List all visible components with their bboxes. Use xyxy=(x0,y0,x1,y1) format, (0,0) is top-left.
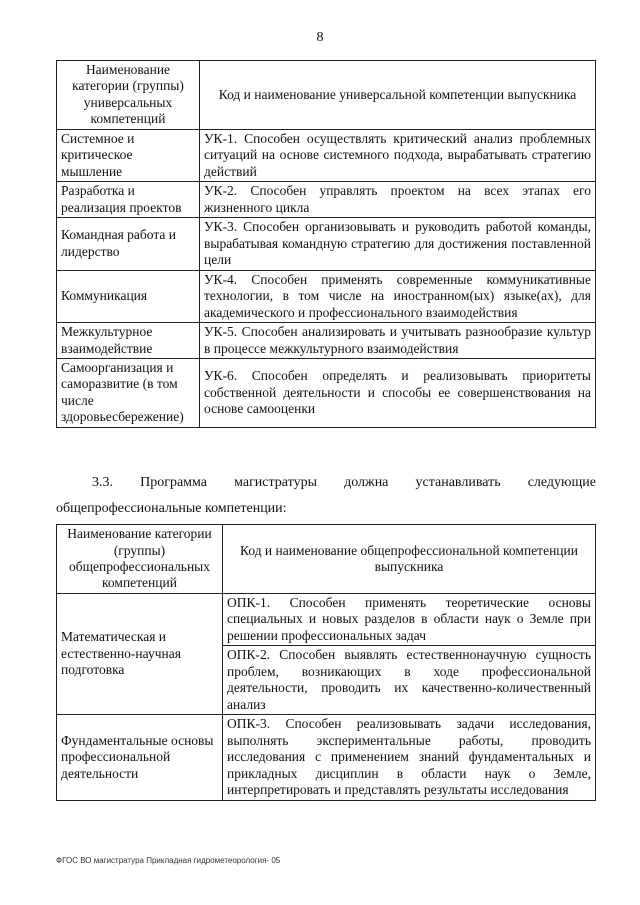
category-cell: Фундаментальные основы профессиональной деятельности xyxy=(57,715,223,800)
category-cell: Разработка и реализация проектов xyxy=(57,182,200,218)
category-cell: Коммуникация xyxy=(57,270,200,322)
table-header-row xyxy=(57,61,596,130)
footer-text: ФГОС ВО магистратура Прикладная гидрометеорология- 05 xyxy=(56,856,281,865)
header-code: Код и наименование общепрофессиональной компетенции выпускника xyxy=(223,525,596,594)
category-cell: Самоорганизация и саморазвитие (в том числе здоровьесбережение) xyxy=(57,358,200,427)
category-cell: Системное и критическое мышление xyxy=(57,129,200,181)
table-row xyxy=(57,182,596,218)
table-row xyxy=(57,270,596,322)
table-header-row xyxy=(57,525,596,594)
competence-cell: ОПК-2. Способен выявлять естественнонаучную сущность проблем, возникающих в ходе профессиональной деятельности, проводить их качественно-количественный анализ xyxy=(223,646,596,715)
general-professional-competencies-table xyxy=(56,524,596,801)
table-row xyxy=(57,218,596,270)
competence-cell: УК-1. Способен осуществлять критический анализ проблемных ситуаций на основе системного подхода, вырабатывать стратегию действий xyxy=(200,129,596,181)
table-row xyxy=(57,129,596,181)
competence-cell: УК-4. Способен применять современные коммуникативные технологии, в том числе на иностранном(ых) языке(ах), для академического и профессионального взаимодействия xyxy=(200,270,596,322)
category-cell: Межкультурное взаимодействие xyxy=(57,323,200,359)
header-code: Код и наименование универсальной компетенции выпускника xyxy=(200,61,596,130)
competence-cell: УК-5. Способен анализировать и учитывать разнообразие культур в процессе межкультурного взаимодействия xyxy=(200,323,596,359)
competence-cell: ОПК-3. Способен реализовывать задачи исследования, выполнять экспериментальные работы, проводить исследования с применением знаний фундаментальных и прикладных дисциплин в области наук о Земле, интерпретировать и представлять результаты исследования xyxy=(223,715,596,800)
header-category: Наименование категории (группы) универсальных компетенций xyxy=(57,61,200,130)
competence-cell: ОПК-1. Способен применять теоретические основы специальных и новых разделов в области наук о Земле при решении профессиональных задач xyxy=(223,594,596,646)
competence-cell: УК-3. Способен организовывать и руководить работой команды, вырабатывая командную стратегию для достижения поставленной цели xyxy=(200,218,596,270)
table-row xyxy=(57,715,596,800)
category-cell: Командная работа и лидерство xyxy=(57,218,200,270)
table-row xyxy=(57,323,596,359)
section-line-1: 3.3. Программа магистратуры должна устанавливать следующие xyxy=(92,475,596,490)
category-cell: Математическая и естественно-научная подготовка xyxy=(57,594,223,715)
section-line-2: общепрофессиональные компетенции: xyxy=(56,501,287,516)
competence-cell: УК-6. Способен определять и реализовывать приоритеты собственной деятельности и способы ее совершенствования на основе самооценки xyxy=(200,358,596,427)
header-category: Наименование категории (группы) общепрофессиональных компетенций xyxy=(57,525,223,594)
universal-competencies-table xyxy=(56,60,596,428)
table-row xyxy=(57,358,596,427)
section-paragraph xyxy=(56,470,596,522)
page-number: 8 xyxy=(316,30,324,45)
competence-cell: УК-2. Способен управлять проектом на всех этапах его жизненного цикла xyxy=(200,182,596,218)
table-row xyxy=(57,594,596,646)
